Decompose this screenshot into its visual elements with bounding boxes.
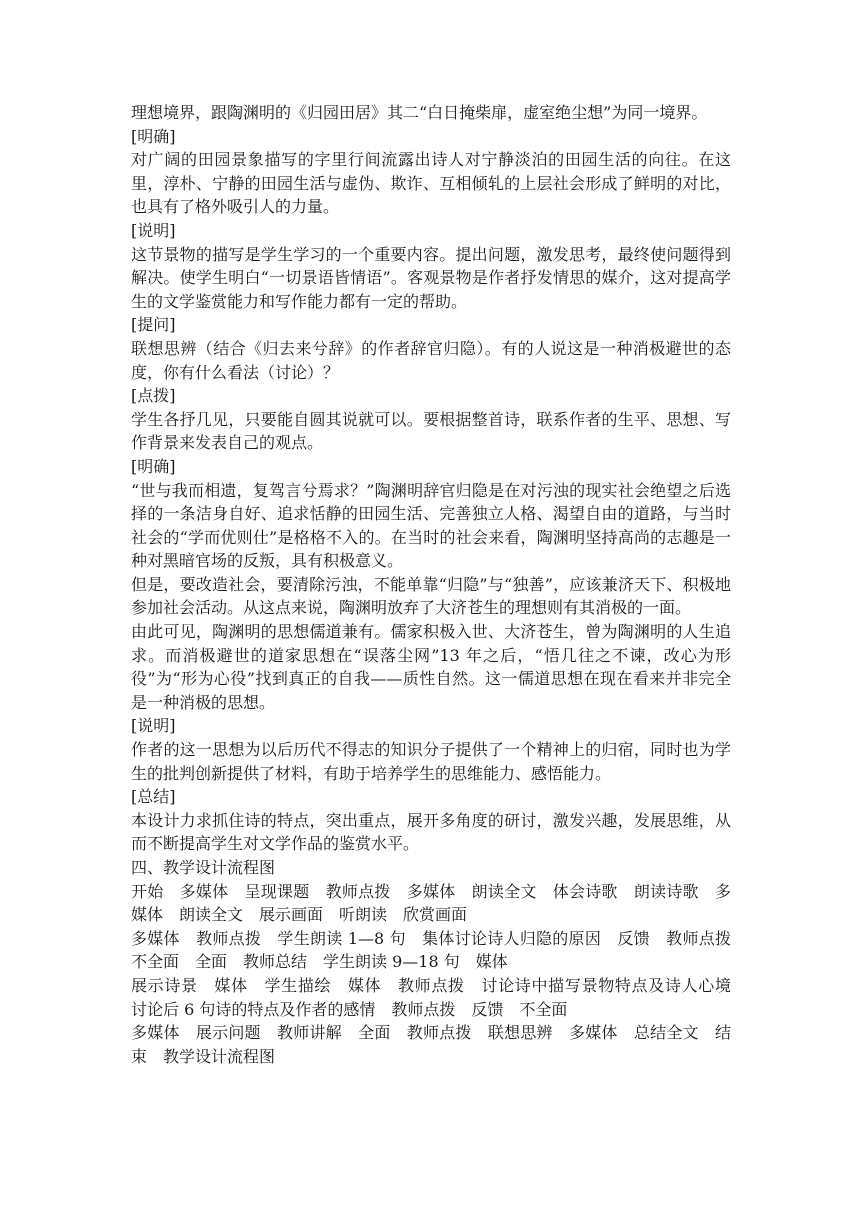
paragraph-spiritual-home: 作者的这一思想为以后历代不得志的知识分子提供了一个精神上的归宿，同时也为学生的批判创新提供了材料，有助于培养学生的思维能力、感悟能力。 [131, 740, 731, 783]
flowchart-line-3: 展示诗景 媒体 学生描绘 媒体 教师点拨 讨论诗中描写景物特点及诗人心境 讨论后 6 句诗的特点及作者的感情 教师点拨 反馈 不全面 [131, 975, 748, 1019]
paragraph-social-reform: 但是，要改造社会，要清除污浊，不能单靠“归隐”与“独善”，应该兼济天下、积极地参加社会活动。从这点来说，陶渊明放弃了大济苍生的理想则有其消极的一面。 [131, 574, 731, 618]
heading-shuoming-2: [说明] [131, 716, 176, 736]
document-page [131, 101, 748, 1068]
flowchart-line-4: 多媒体 展示问题 教师讲解 全面 教师点拨 联想思辨 多媒体 总结全文 结束 教学设计流程图 [131, 1023, 731, 1066]
paragraph-discussion-question: 联想思辨（结合《归去来兮辞》的作者辞官归隐）。有的人说这是一种消极避世的态度，你有什么看法（讨论）？ [131, 338, 731, 382]
heading-shuoming-1: [说明] [131, 220, 176, 240]
heading-mingque-1: [明确] [131, 126, 176, 146]
flowchart-line-2: 多媒体 教师点拨 学生朗读 1—8 句 集体讨论诗人归隐的原因 反馈 教师点拨 不全面 全面 教师总结 学生朗读 9—18 句 媒体 [131, 928, 748, 972]
heading-zongjie: [总结] [131, 787, 176, 807]
paragraph-reclusion-analysis: “世与我而相遗，复驾言兮焉求？”陶渊明辞官归隐是在对污浊的现实社会绝望之后选择的一条洁身自好、追求恬静的田园生活、完善独立人格、渴望自由的道路，与当时社会的“学而优则仕”是格格不入的。在当时的社会来看，陶渊明坚持高尚的志趣是一种对黑暗官场的反叛，具有积极意义。 [131, 480, 731, 571]
paragraph-scenery-description: 这节景物的描写是学生学习的一个重要内容。提出问题，激发思考，最终使问题得到解决。使学生明白“一切景语皆情语”。客观景物是作者抒发情思的媒介，这对提高学生的文学鉴赏能力和写作能力都有一定的帮助。 [131, 244, 731, 311]
paragraph-summary: 本设计力求抓住诗的特点，突出重点，展开多角度的研讨，激发兴趣，发展思维，从而不断提高学生对文学作品的鉴赏水平。 [131, 810, 731, 854]
heading-tiwen: [提问] [131, 315, 176, 335]
paragraph-intro: 理想境界，跟陶渊明的《归园田居》其二“白日掩柴扉，虚室绝尘想”为同一境界。 [131, 103, 708, 122]
paragraph-confucian-taoist: 由此可见，陶渊明的思想儒道兼有。儒家积极入世、大济苍生，曾为陶渊明的人生追求。而消极避世的道家思想在“误落尘网”13 年之后，“悟几往之不谏，改心为形役”为“形为心役”找到真正的自我——质性自然。这一儒道思想在现在看来并非完全是一种消极的思想。 [131, 622, 731, 712]
heading-dianbo: [点拨] [131, 386, 176, 406]
paragraph-guidance: 学生各抒几见，只要能自圆其说就可以。要根据整首诗，联系作者的生平、思想、写作背景来发表自己的观点。 [131, 409, 731, 453]
flowchart-line-1: 开始 多媒体 呈现课题 教师点拨 多媒体 朗读全文 体会诗歌 朗读诗歌 多媒体 朗读全文 展示画面 听朗读 欣赏画面 [131, 881, 731, 925]
heading-mingque-2: [明确] [131, 456, 176, 476]
paragraph-idyllic-scene: 对广阔的田园景象描写的字里行间流露出诗人对宁静淡泊的田园生活的向往。在这里，淳朴、宁静的田园生活与虚伪、欺诈、互相倾轧的上层社会形成了鲜明的对比，也具有了格外吸引人的力量。 [131, 150, 731, 217]
section-heading-flowchart: 四、教学设计流程图 [131, 858, 276, 877]
